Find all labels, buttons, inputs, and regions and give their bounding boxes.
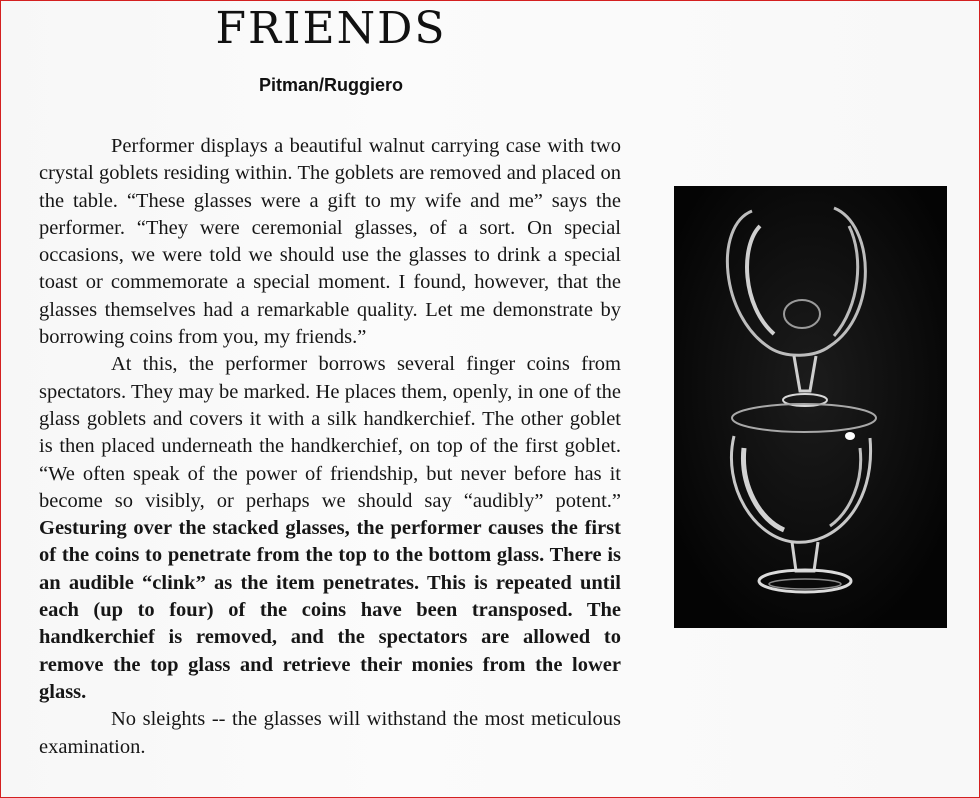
goblets-illustration: [674, 186, 947, 628]
article-body: [39, 133, 621, 761]
article-title: FRIENDS: [215, 3, 447, 54]
paragraph-2-regular: At this, the performer borrows several finger coins from spectators. They may be marked. He places them, openly, in one of the glass goblets and covers it with a silk handkerchief. The other goblet is then placed underneath the handkerchief, on top of the first goblet. “We often speak of the power of friendship, but never before has it become so visibly, or perhaps we should say “audibly” potent.”: [39, 353, 621, 512]
article-byline: Pitman/Ruggiero: [258, 75, 403, 95]
paragraph-2-bold: Gesturing over the stacked glasses, the performer causes the first of the coins to penetrate from the top to the bottom glass. There is an audible “clink” as the item penetrates. This is repeated until each (up to four) of the coins have been transposed. The handkerchief is removed, and the spectators are allowed to remove the top glass and retrieve their monies from the lower glass.: [39, 517, 621, 703]
goblets-photo: [674, 186, 947, 628]
paragraph-2: [39, 351, 621, 706]
paragraph-1: Performer displays a beautiful walnut carrying case with two crystal goblets residing within. The goblets are removed and placed on the table. “These glasses were a gift to my wife and me” says the performer. “They were ceremonial glasses, of a sort. On special occasions, we were told we should use the glasses to drink a special toast or commemorate a special moment. I found, however, that the glasses themselves had a remarkable quality. Let me demonstrate by borrowing coins from you, my friends.”: [39, 135, 621, 349]
paragraph-3: No sleights -- the glasses will withstand the most meticulous examination.: [39, 708, 621, 758]
